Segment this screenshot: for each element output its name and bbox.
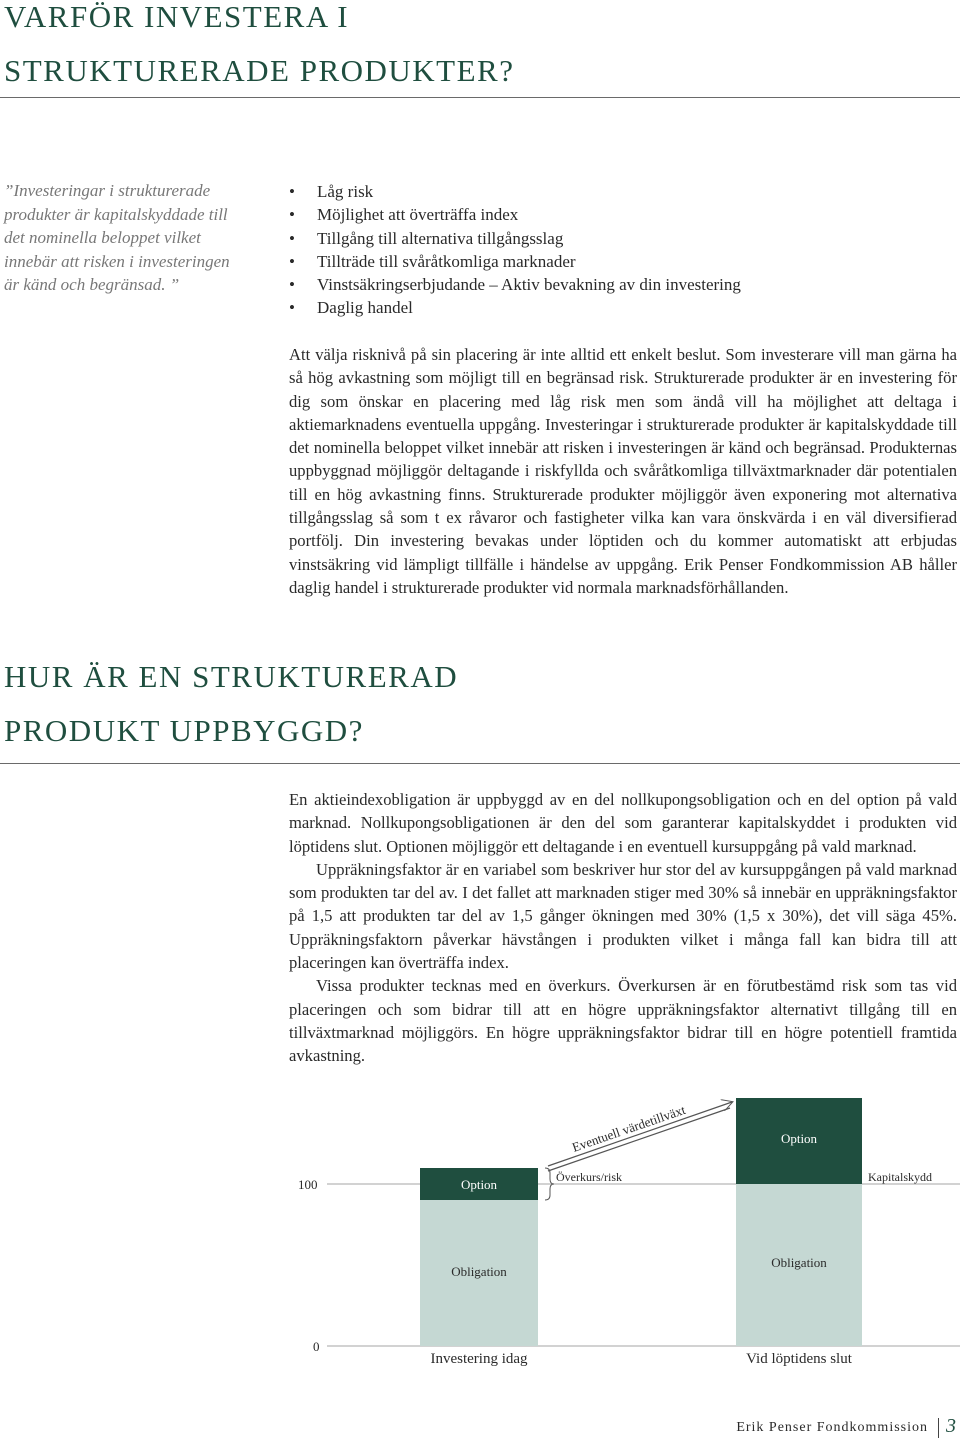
- pull-quote: ”Investeringar i strukturerade produkter är kapitalskyddade till det nominella beloppet vilket innebär att risken i investeringen är känd och begränsad. ”: [4, 181, 230, 294]
- y-tick-100: 100: [298, 1177, 318, 1192]
- section2-heading: [4, 650, 458, 758]
- col1-obligation-label: Obligation: [451, 1264, 507, 1279]
- section1-body: Att välja risknivå på sin placering är inte alltid ett enkelt beslut. Som investerare vill man gärna ha så hög avkastning som möjligt till en begränsad risk. Strukturerade produkter är en investering för dig som önskar en placering med låg risk men som ändå vill ha möjlighet att deltaga i aktiemarknadens eventuella uppgång. Investeringar i strukturerade produkter är kapitalskyddade till det nominella beloppet vilket innebär att risken i investeringen är känd och begränsad. Produkternas uppbyggnad möjliggör deltagande i riskfyllda och svåråtkomliga tillväxtmarknader där potentialen till en hög avkastning finns. Strukturerade produkter möjliggör även exponering mot alternativa tillgångsslag så som t ex råvaror och fastigheter vilka kan vara önskvärda i en väl diversifierad portfölj. Din investering bevakas under löptiden och du kommer automatiskt att erbjudas vinstsäkring vid lämpligt tillfälle i händelse av uppgång. Erik Penser Fondkommission AB håller daglig handel i strukturerade produkter vid normala marknadsförhållanden.: [289, 345, 957, 597]
- footer-divider: [938, 1418, 939, 1438]
- col2-obligation-label: Obligation: [771, 1255, 827, 1270]
- list-item: • Tillträde till svåråtkomliga marknader: [289, 250, 949, 273]
- structure-diagram: [0, 1090, 960, 1380]
- section1-heading: [4, 0, 514, 98]
- col2-axis-label: Vid löptidens slut: [746, 1351, 852, 1367]
- col1-option-label: Option: [460, 1177, 498, 1192]
- section1-heading-line1: VARFÖR INVESTERA I: [4, 0, 350, 34]
- col2-option-label: Option: [780, 1131, 818, 1146]
- y-tick-0: 0: [313, 1339, 320, 1354]
- footer-company: Erik Penser Fondkommission: [736, 1420, 928, 1435]
- section2-paragraph: Uppräkningsfaktor är en variabel som beskriver hur stor del av kursuppgången på vald marknad som produkten tar del av. I det fallet att marknaden stiger med 30% så innebär en uppräkningsfaktor på 1,5 att produkten tar del av 1,5 gånger ökningen med 30% (1,5 x 30%), det vill säga 45%. Uppräkningsfaktorn påverkar hävstången i produkten vilket i många fall kan bidra till att placeringen kan överträffa index.: [289, 859, 957, 973]
- section2-paragraph: En aktieindexobligation är uppbyggd av en del nollkupongsobligation och en del option på vald marknad. Nollkupongsobligationen är den del som garanterar kapitalskyddet i produkten vid löptidens slut. Optionen möjliggör ett deltagande i en eventuell kursuppgång på vald marknad.: [289, 790, 957, 856]
- list-item: • Vinstsäkringserbjudande – Aktiv bevakning av din investering: [289, 273, 949, 296]
- section2-divider: [0, 763, 960, 764]
- brace-label: Överkurs/risk: [556, 1170, 622, 1184]
- benefits-list: [289, 180, 949, 320]
- section1-divider: [0, 97, 960, 98]
- section2-body: [289, 788, 957, 1068]
- section1-heading-line2: STRUKTURERADE PRODUKTER?: [4, 53, 515, 88]
- growth-arrow-label: Eventuell värdetillväxt: [570, 1101, 688, 1155]
- list-item: • Möjlighet att överträffa index: [289, 203, 949, 226]
- section2-heading-line1: HUR ÄR EN STRUKTURERAD: [4, 659, 459, 694]
- page-number: 3: [946, 1415, 956, 1437]
- section2-heading-line2: PRODUKT UPPBYGGD?: [4, 713, 364, 748]
- section2-paragraph: Vissa produkter tecknas med en överkurs. Överkursen är en förutbestämd risk som tas vid placeringen och som bidrar till att en högre uppräkningsfaktor alternativt tillgång till en tillväxtmarknad möjliggörs. En högre uppräkningsfaktor bidrar till en högre potentiell framtida avkastning.: [289, 976, 957, 1066]
- list-item: • Tillgång till alternativa tillgångsslag: [289, 227, 949, 250]
- capital-protection-label: Kapitalskydd: [868, 1170, 932, 1184]
- growth-arrow-icon: [548, 1102, 732, 1171]
- col1-axis-label: Investering idag: [430, 1351, 528, 1367]
- list-item: • Daglig handel: [289, 296, 949, 319]
- list-item: • Låg risk: [289, 180, 949, 203]
